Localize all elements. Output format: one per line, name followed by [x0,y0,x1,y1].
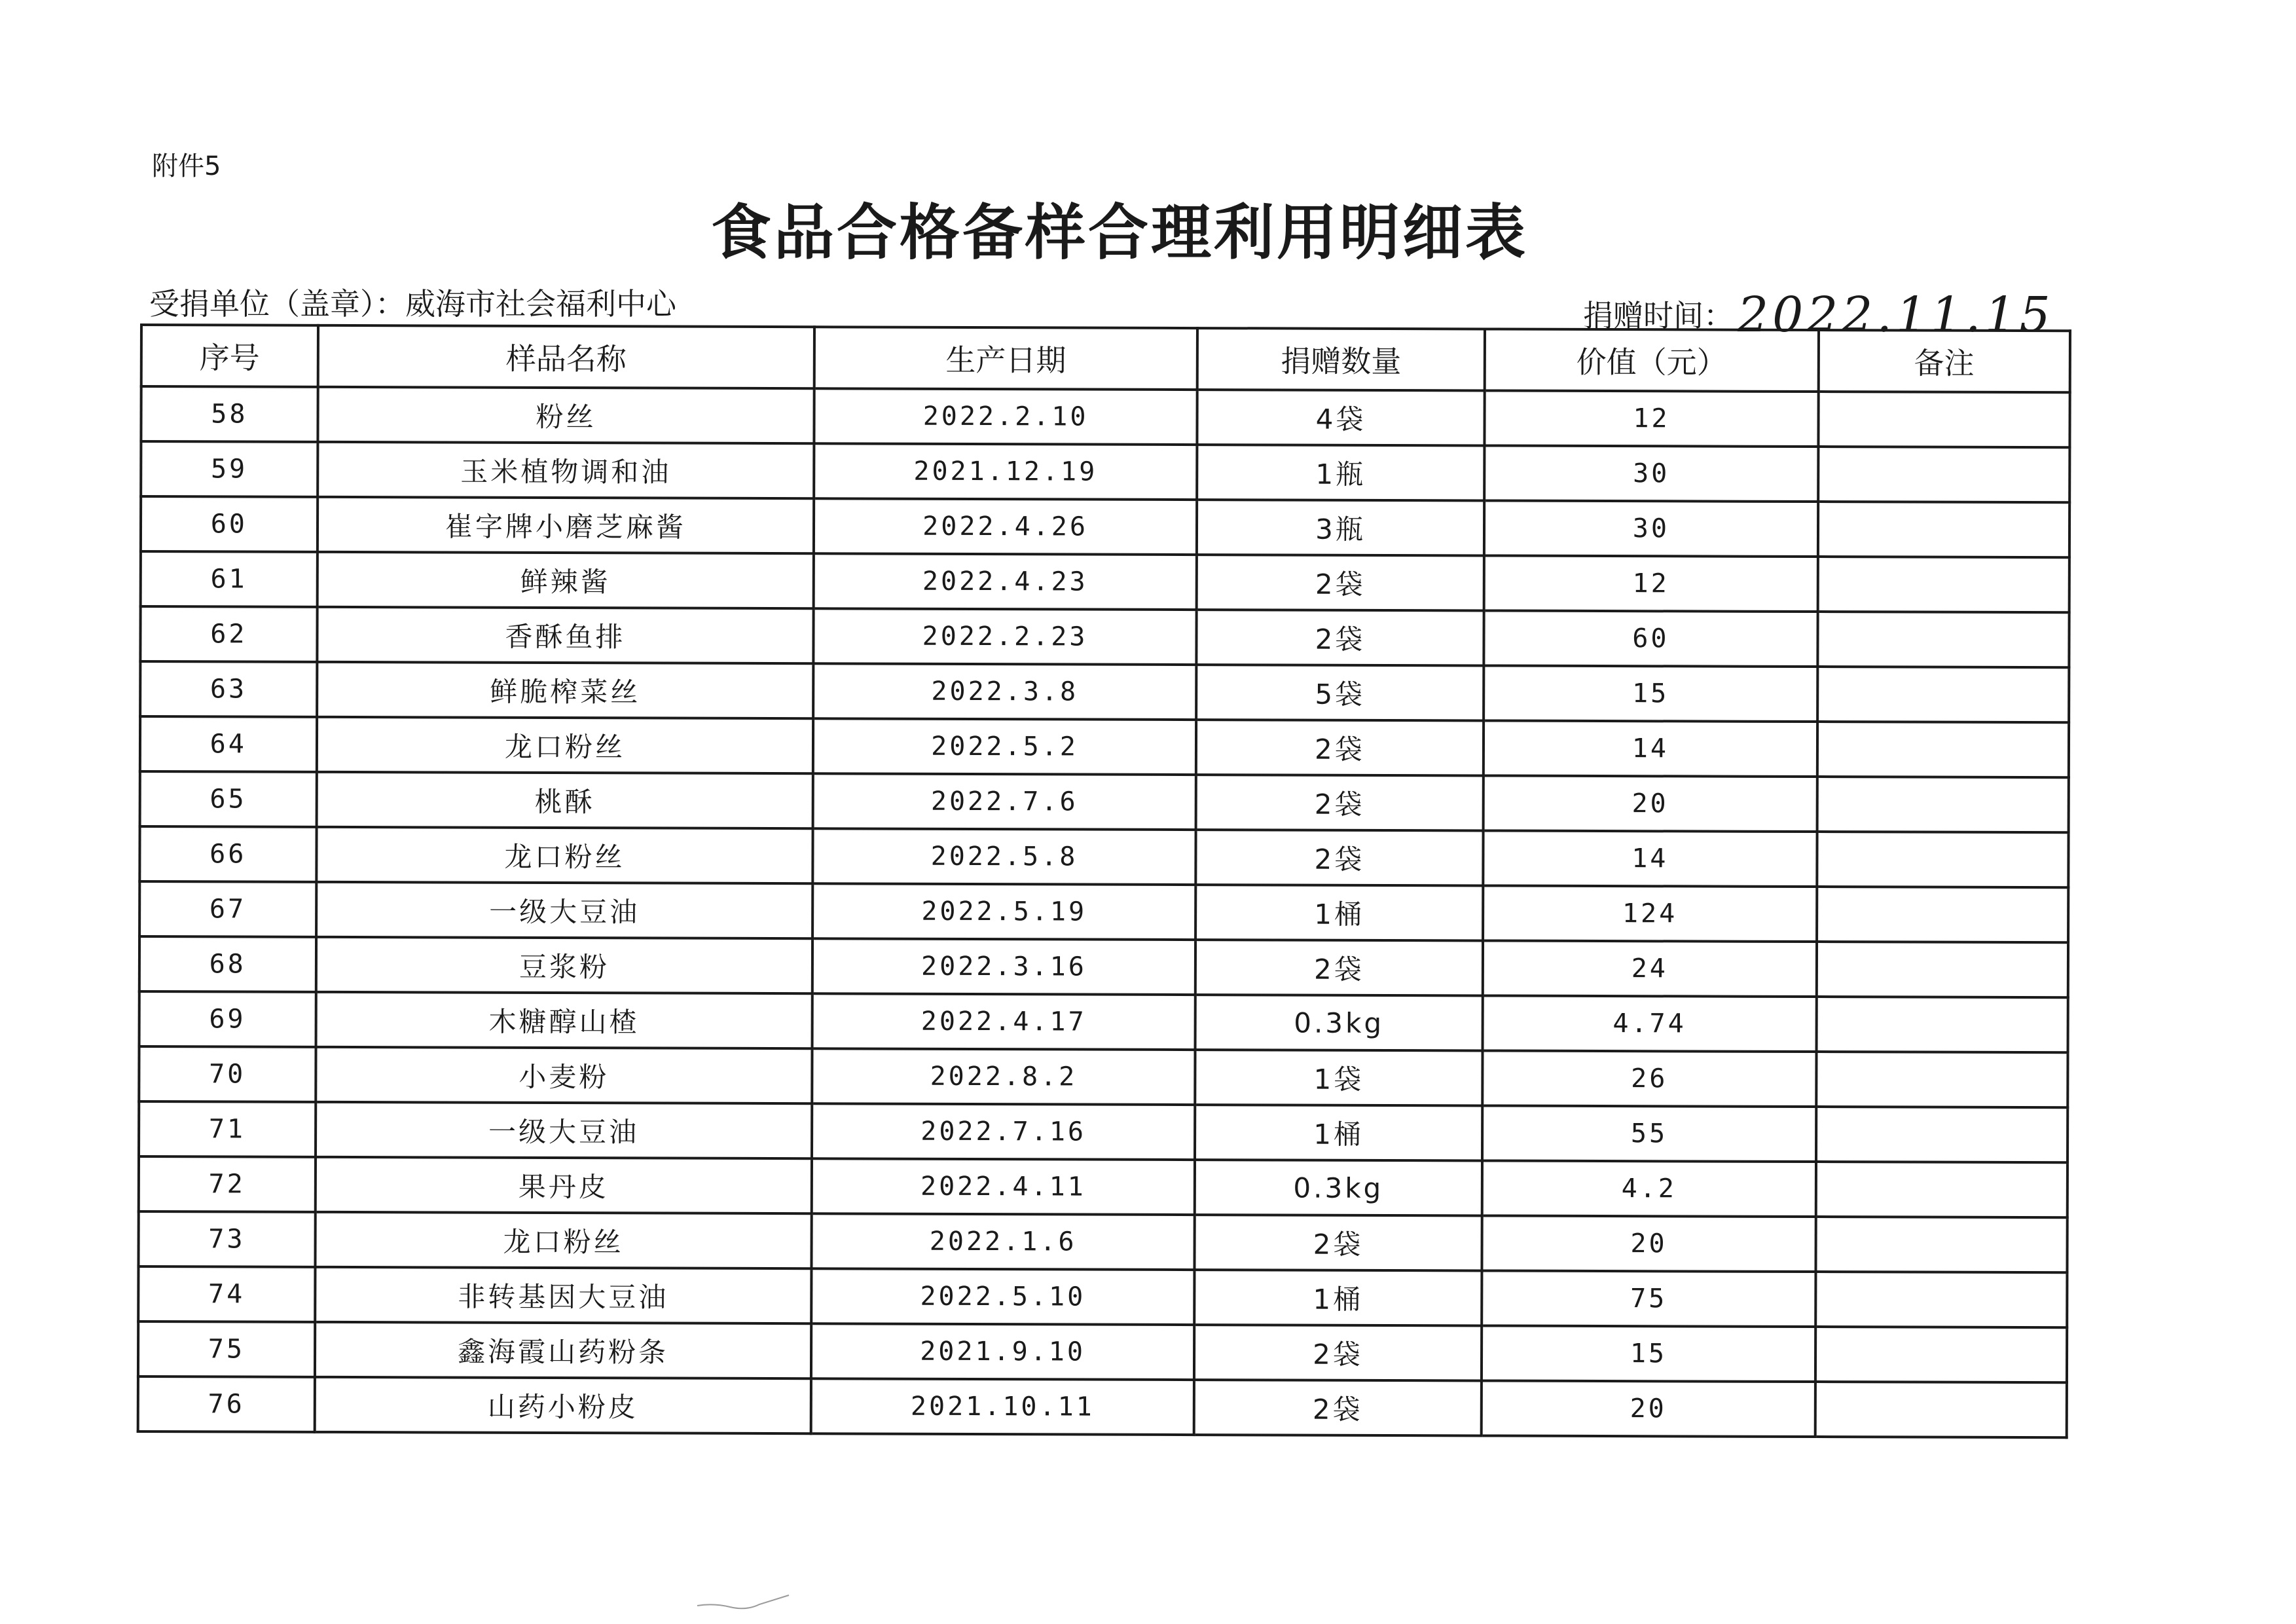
cell-qty: 2袋 [1194,1215,1482,1270]
cell-date: 2022.5.10 [812,1268,1195,1325]
header-note: 备注 [1818,330,2070,392]
cell-note [1817,557,2069,612]
cell-no: 76 [138,1376,315,1432]
cell-date: 2022.7.16 [812,1103,1195,1160]
cell-note [1815,1327,2067,1382]
cell-qty: 1桶 [1194,1270,1482,1325]
cell-value: 20 [1482,1215,1816,1272]
table-row [139,881,2068,942]
table-row [138,1376,2067,1437]
cell-date: 2022.4.11 [812,1158,1195,1215]
cell-note [1816,997,2068,1052]
cell-date: 2022.3.16 [812,938,1195,995]
cell-value: 4.74 [1483,995,1817,1052]
table-row [139,1156,2068,1217]
recipient-line [149,280,676,323]
cell-qty: 4袋 [1197,390,1485,445]
cell-qty: 1袋 [1195,1050,1483,1105]
cell-date: 2022.7.6 [813,773,1196,830]
cell-note [1816,1107,2068,1162]
cell-note [1817,502,2069,557]
donation-time-value: 2022.11.15 [1738,287,2054,343]
table-row [139,826,2068,887]
table-row [140,771,2069,832]
cell-note [1817,777,2069,832]
cell-no: 60 [141,496,318,552]
cell-qty: 2袋 [1195,940,1484,995]
cell-date: 2022.5.2 [813,718,1196,775]
cell-name: 粉丝 [318,387,814,443]
cell-name: 豆浆粉 [316,937,812,993]
cell-value: 15 [1482,1325,1815,1382]
cell-no: 72 [139,1156,316,1212]
cell-qty: 2袋 [1195,775,1484,830]
cell-qty: 2袋 [1196,720,1484,775]
cell-name: 一级大豆油 [316,882,813,938]
cell-qty: 1桶 [1195,885,1484,940]
cell-note [1817,612,2069,667]
cell-qty: 0.3kg [1195,1160,1483,1215]
attachment-label: 附件5 [152,151,221,181]
cell-name: 玉米植物调和油 [318,442,814,498]
cell-no: 75 [138,1321,315,1377]
cell-value: 30 [1484,500,1818,557]
page-title: 食品合格备样合理利用明细表 [710,198,1528,268]
header-date: 生产日期 [814,327,1197,390]
cell-note [1815,1382,2067,1437]
scan-mark [694,1591,792,1611]
cell-date: 2022.2.10 [814,388,1197,445]
table-row [138,1211,2067,1272]
cell-date: 2021.10.11 [811,1378,1194,1435]
table-row [139,1046,2068,1107]
cell-date: 2022.4.17 [812,993,1195,1050]
cell-no: 68 [139,936,316,992]
cell-date: 2022.5.8 [813,828,1196,885]
cell-value: 12 [1484,555,1818,612]
cell-note [1817,887,2069,942]
cell-no: 71 [139,1101,316,1157]
cell-no: 63 [140,661,317,717]
table-row [139,1101,2068,1162]
cell-no: 59 [141,441,318,497]
cell-no: 58 [141,386,318,442]
cell-name: 鑫海霞山药粉条 [315,1322,812,1378]
cell-name: 鲜辣酱 [317,552,814,608]
cell-qty: 2袋 [1196,555,1484,610]
cell-note [1815,1162,2068,1217]
cell-name: 崔字牌小磨芝麻酱 [318,497,814,553]
cell-qty: 0.3kg [1195,995,1483,1050]
cell-value: 4.2 [1482,1160,1816,1217]
cell-no: 66 [139,826,316,882]
cell-name: 桃酥 [316,772,813,828]
cell-value: 15 [1484,665,1817,722]
cell-qty: 2袋 [1196,610,1484,665]
table-row [140,661,2069,722]
header-name: 样品名称 [318,325,814,388]
cell-note [1815,1272,2068,1327]
header-value: 价值（元） [1485,329,1819,392]
cell-name: 小麦粉 [316,1047,812,1103]
cell-date: 2022.5.19 [812,883,1195,940]
cell-no: 61 [141,551,318,607]
table-body [138,386,2070,1437]
cell-date: 2021.12.19 [814,443,1197,500]
table-row [141,496,2069,557]
cell-name: 鲜脆榨菜丝 [317,662,814,718]
cell-no: 69 [139,991,316,1047]
cell-value: 20 [1484,775,1817,832]
cell-name: 一级大豆油 [316,1102,812,1158]
cell-date: 2022.4.26 [814,498,1197,555]
cell-qty: 1瓶 [1197,445,1485,500]
cell-name: 果丹皮 [315,1157,812,1213]
cell-qty: 2袋 [1194,1325,1482,1380]
table-row [141,441,2069,502]
cell-name: 龙口粉丝 [316,827,813,883]
cell-no: 73 [138,1211,315,1267]
cell-value: 55 [1482,1105,1816,1162]
cell-date: 2021.9.10 [811,1323,1194,1380]
cell-no: 64 [140,716,317,772]
cell-note [1817,667,2069,722]
cell-no: 67 [139,881,316,937]
cell-value: 60 [1484,610,1818,667]
table-row [140,716,2069,777]
cell-no: 74 [138,1266,315,1322]
donation-time-label: 捐赠时间： [1583,298,1734,333]
cell-note [1816,942,2068,997]
cell-value: 30 [1484,445,1818,502]
table-row [140,606,2069,667]
cell-note [1815,1217,2068,1272]
table-row [138,1321,2067,1382]
cell-no: 65 [140,771,317,827]
cell-date: 2022.8.2 [812,1048,1195,1105]
cell-value: 24 [1483,940,1817,997]
cell-date: 2022.1.6 [812,1213,1195,1270]
cell-value: 14 [1484,720,1817,777]
cell-name: 龙口粉丝 [315,1212,812,1268]
cell-value: 14 [1484,830,1817,887]
cell-note [1818,392,2070,447]
table-row [139,936,2068,997]
cell-date: 2022.3.8 [813,663,1196,720]
cell-note [1818,447,2070,502]
detail-table [137,323,2071,1439]
cell-qty: 3瓶 [1197,500,1485,555]
table-row [139,991,2068,1052]
cell-name: 龙口粉丝 [316,717,813,773]
cell-note [1817,832,2069,887]
recipient-value: 威海市社会福利中心 [405,286,676,322]
cell-value: 12 [1485,390,1819,447]
recipient-label: 受捐单位（盖章）： [149,286,405,322]
cell-no: 62 [140,606,317,662]
cell-qty: 2袋 [1195,830,1484,885]
cell-qty: 2袋 [1194,1380,1482,1435]
table-row [141,386,2069,447]
header-qty: 捐赠数量 [1197,328,1485,390]
cell-qty: 5袋 [1196,665,1484,720]
table-row [141,551,2069,612]
header-no: 序号 [141,325,318,387]
cell-value: 26 [1482,1050,1816,1107]
cell-qty: 1桶 [1195,1105,1483,1160]
cell-date: 2022.2.23 [814,608,1197,665]
cell-value: 75 [1482,1270,1815,1327]
cell-name: 香酥鱼排 [317,607,814,663]
cell-name: 木糖醇山楂 [316,992,812,1048]
table-row [138,1266,2067,1327]
cell-name: 非转基因大豆油 [315,1267,812,1323]
cell-note [1817,722,2069,777]
cell-note [1816,1052,2068,1107]
cell-value: 20 [1482,1380,1815,1437]
cell-name: 山药小粉皮 [314,1377,811,1433]
cell-value: 124 [1483,885,1817,942]
table-header-row [141,325,2070,392]
cell-no: 70 [139,1046,316,1102]
cell-date: 2022.4.23 [814,553,1197,610]
